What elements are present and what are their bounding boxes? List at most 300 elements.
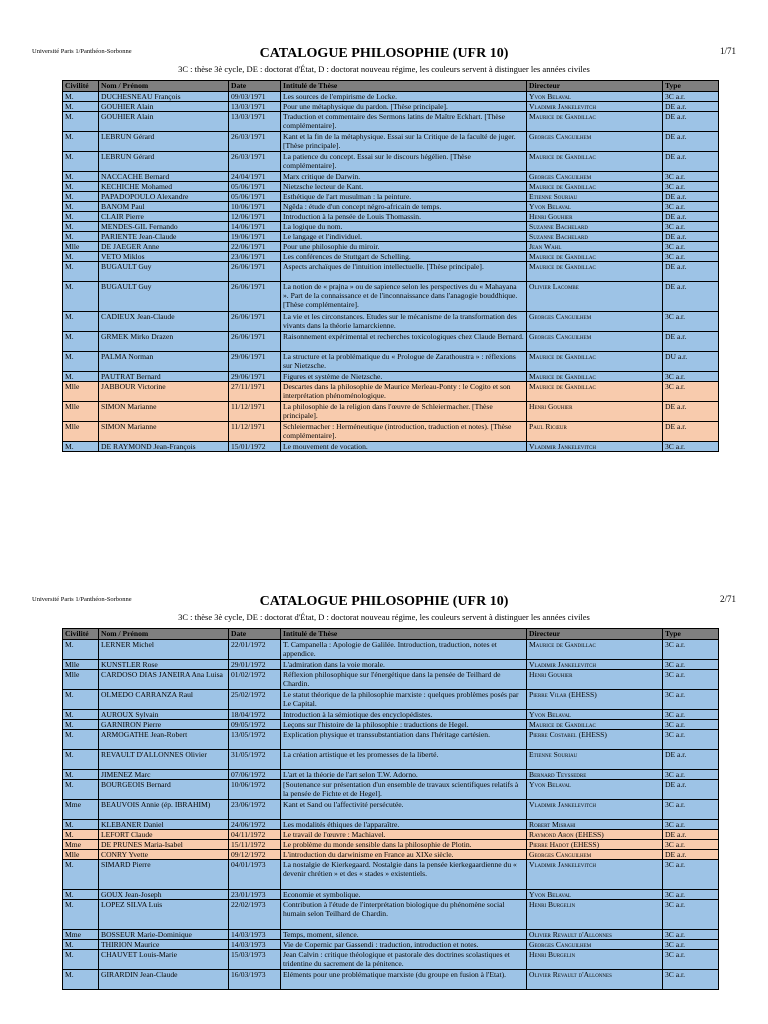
type-cell: 3C a.r.	[663, 640, 719, 660]
nom-prenom-cell: DE PRUNES Maria-Isabel	[99, 840, 229, 850]
date-cell: 24/04/1971	[229, 172, 281, 182]
nom-prenom-cell: ARMOGATHE Jean-Robert	[99, 730, 229, 750]
directeur-cell: Olivier Revault d'Allonnes	[527, 930, 663, 940]
type-cell: DE a.r.	[663, 212, 719, 222]
nom-prenom-cell: PAPADOPOULO Alexandre	[99, 192, 229, 202]
nom-prenom-cell: THIRION Maurice	[99, 940, 229, 950]
type-cell: 3C a.r.	[663, 312, 719, 332]
nom-prenom-cell: LOPEZ SILVA Luis	[99, 900, 229, 930]
type-cell: 3C a.r.	[663, 770, 719, 780]
date-cell: 15/03/1973	[229, 950, 281, 970]
table-row	[63, 402, 719, 422]
nom-prenom-cell: CLAIR Pierre	[99, 212, 229, 222]
civilite-cell: M.	[63, 820, 99, 830]
civilite-cell: M.	[63, 132, 99, 152]
date-cell: 11/12/1971	[229, 422, 281, 442]
table-row	[63, 372, 719, 382]
date-cell: 29/06/1971	[229, 372, 281, 382]
civilite-cell: M.	[63, 182, 99, 192]
table-row	[63, 640, 719, 660]
type-cell: 3C a.r.	[663, 202, 719, 212]
date-cell: 12/06/1971	[229, 212, 281, 222]
directeur-cell: Maurice de Gandillac	[527, 262, 663, 282]
table-row	[63, 900, 719, 930]
civilite-cell: M.	[63, 860, 99, 890]
date-cell: 26/06/1971	[229, 262, 281, 282]
civilite-cell: Mlle	[63, 242, 99, 252]
type-cell: 3C a.r.	[663, 820, 719, 830]
table-row	[63, 102, 719, 112]
type-cell: 3C a.r.	[663, 900, 719, 930]
directeur-cell: Georges Canguilhem	[527, 332, 663, 352]
civilite-cell: M.	[63, 212, 99, 222]
civilite-cell: M.	[63, 262, 99, 282]
type-cell: 3C a.r.	[663, 690, 719, 710]
date-cell: 16/03/1973	[229, 970, 281, 990]
intitule-cell: La patience du concept. Essai sur le discours hégélien. [Thèse complémentaire].	[281, 152, 527, 172]
nom-prenom-cell: BUGAULT Guy	[99, 282, 229, 312]
date-cell: 22/06/1971	[229, 242, 281, 252]
date-cell: 26/03/1971	[229, 132, 281, 152]
type-cell: 3C a.r.	[663, 172, 719, 182]
directeur-cell: Henri Gouhier	[527, 212, 663, 222]
nom-prenom-cell: KUNSTLER Rose	[99, 660, 229, 670]
date-cell: 01/02/1972	[229, 670, 281, 690]
civilite-cell: M.	[63, 152, 99, 172]
civilite-cell: M.	[63, 690, 99, 710]
civilite-cell: Mme	[63, 800, 99, 820]
type-cell: DE a.r.	[663, 132, 719, 152]
intitule-cell: Introduction à la sémiotique des encyclopédistes.	[281, 710, 527, 720]
directeur-cell: Maurice de Gandillac	[527, 382, 663, 402]
table-row	[63, 830, 719, 840]
date-cell: 26/06/1971	[229, 282, 281, 312]
nom-prenom-cell: GOUX Jean-Joseph	[99, 890, 229, 900]
date-cell: 14/03/1973	[229, 940, 281, 950]
intitule-cell: Aspects archaïques de l'intuition intellectuelle. [Thèse principale].	[281, 262, 527, 282]
type-cell: 3C a.r.	[663, 950, 719, 970]
intitule-cell: Les modalités éthiques de l'apparaître.	[281, 820, 527, 830]
nom-prenom-cell: OLMEDO CARRANZA Raul	[99, 690, 229, 710]
thesis-table	[62, 80, 719, 452]
directeur-cell: Etienne Souriau	[527, 192, 663, 202]
header-intitule: Intitulé de Thèse	[281, 629, 527, 640]
nom-prenom-cell: BUGAULT Guy	[99, 262, 229, 282]
table-row	[63, 770, 719, 780]
nom-prenom-cell: SIMON Marianne	[99, 402, 229, 422]
table-row	[63, 152, 719, 172]
intitule-cell: Economie et symbolique.	[281, 890, 527, 900]
civilite-cell: M.	[63, 442, 99, 452]
type-legend: 3C : thèse 3è cycle, DE : doctorat d'État, D : doctorat nouveau régime, les couleurs servent à distinguer les années civiles	[178, 64, 590, 74]
intitule-cell: Le statut théorique de la philosophie marxiste : quelques problèmes posés par Le Capital.	[281, 690, 527, 710]
intitule-cell: Raisonnement expérimental et recherches toxicologiques chez Claude Bernard.	[281, 332, 527, 352]
date-cell: 23/06/1971	[229, 252, 281, 262]
civilite-cell: Mme	[63, 930, 99, 940]
nom-prenom-cell: GOUHIER Alain	[99, 102, 229, 112]
directeur-cell: Pierre Vilar (EHESS)	[527, 690, 663, 710]
civilite-cell: M.	[63, 720, 99, 730]
table-row	[63, 930, 719, 940]
header-type: Type	[663, 81, 719, 92]
date-cell: 29/06/1971	[229, 352, 281, 372]
directeur-cell: Georges Canguilhem	[527, 312, 663, 332]
civilite-cell: M.	[63, 900, 99, 930]
civilite-cell: Mlle	[63, 850, 99, 860]
type-legend: 3C : thèse 3è cycle, DE : doctorat d'État, D : doctorat nouveau régime, les couleurs servent à distinguer les années civiles	[178, 612, 590, 622]
directeur-cell: Yvon Belaval	[527, 890, 663, 900]
header-date: Date	[229, 81, 281, 92]
nom-prenom-cell: KECHICHE Mohamed	[99, 182, 229, 192]
intitule-cell: Explication physique et transsubstantiation dans l'héritage cartésien.	[281, 730, 527, 750]
directeur-cell: Vladimir Jankelevitch	[527, 800, 663, 820]
date-cell: 18/04/1972	[229, 710, 281, 720]
type-cell: DE a.r.	[663, 850, 719, 860]
civilite-cell: M.	[63, 770, 99, 780]
type-cell: DU a.r.	[663, 352, 719, 372]
directeur-cell: Maurice de Gandillac	[527, 352, 663, 372]
directeur-cell: Maurice de Gandillac	[527, 152, 663, 172]
table-row	[63, 860, 719, 890]
type-cell: DE a.r.	[663, 332, 719, 352]
directeur-cell: Suzanne Bachelard	[527, 232, 663, 242]
table-row	[63, 232, 719, 242]
type-cell: 3C a.r.	[663, 660, 719, 670]
intitule-cell: La philosophie de la religion dans l'œuvre de Schleiermacher. [Thèse principale].	[281, 402, 527, 422]
date-cell: 22/01/1972	[229, 640, 281, 660]
nom-prenom-cell: BANOM Paul	[99, 202, 229, 212]
civilite-cell: M.	[63, 890, 99, 900]
civilite-cell: Mlle	[63, 422, 99, 442]
table-row	[63, 750, 719, 770]
nom-prenom-cell: GOUHIER Alain	[99, 112, 229, 132]
table-header-row	[63, 629, 719, 640]
header-directeur: Directeur	[527, 629, 663, 640]
catalogue-title: CATALOGUE PHILOSOPHIE (UFR 10)	[259, 46, 509, 61]
civilite-cell: Mlle	[63, 670, 99, 690]
civilite-cell: M.	[63, 750, 99, 770]
directeur-cell: Yvon Belaval	[527, 710, 663, 720]
type-cell: DE a.r.	[663, 192, 719, 202]
page-header	[0, 588, 768, 622]
type-cell: 3C a.r.	[663, 800, 719, 820]
nom-prenom-cell: NACCACHE Bernard	[99, 172, 229, 182]
nom-prenom-cell: BOURGEOIS Bernard	[99, 780, 229, 800]
type-cell: DE a.r.	[663, 780, 719, 800]
type-cell: 3C a.r.	[663, 930, 719, 940]
civilite-cell: M.	[63, 640, 99, 660]
page-header	[0, 40, 768, 74]
date-cell: 26/03/1971	[229, 152, 281, 172]
nom-prenom-cell: PALMA Norman	[99, 352, 229, 372]
directeur-cell: Yvon Belaval	[527, 780, 663, 800]
directeur-cell: Maurice de Gandillac	[527, 720, 663, 730]
nom-prenom-cell: CHAUVET Louis-Marie	[99, 950, 229, 970]
nom-prenom-cell: GARNIRON Pierre	[99, 720, 229, 730]
intitule-cell: Introduction à la pensée de Louis Thomassin.	[281, 212, 527, 222]
header-civilite: Civilité	[63, 81, 99, 92]
civilite-cell: M.	[63, 970, 99, 990]
table-row	[63, 710, 719, 720]
intitule-cell: Figures et système de Nietzsche.	[281, 372, 527, 382]
directeur-cell: Raymond Aron (EHESS)	[527, 830, 663, 840]
intitule-cell: L'admiration dans la voie morale.	[281, 660, 527, 670]
nom-prenom-cell: MENDES-GIL Fernando	[99, 222, 229, 232]
nom-prenom-cell: DE JAEGER Anne	[99, 242, 229, 252]
table-row	[63, 660, 719, 670]
catalogue-page-1	[0, 40, 768, 451]
header-date: Date	[229, 629, 281, 640]
directeur-cell: Vladimir Jankelevitch	[527, 442, 663, 452]
nom-prenom-cell: REVAULT D'ALLONNES Olivier	[99, 750, 229, 770]
header-type: Type	[663, 629, 719, 640]
nom-prenom-cell: DE RAYMOND Jean-François	[99, 442, 229, 452]
date-cell: 15/11/1972	[229, 840, 281, 850]
directeur-cell: Yvon Belaval	[527, 202, 663, 212]
intitule-cell: Contribution à l'étude de l'interprétation biologique du phénomène social humain selon Teilhard de Chardin.	[281, 900, 527, 930]
nom-prenom-cell: GRMEK Mirko Drazen	[99, 332, 229, 352]
intitule-cell: Le problème du monde sensible dans la philosophie de Plotin.	[281, 840, 527, 850]
directeur-cell: Henri Burgelin	[527, 900, 663, 930]
intitule-cell: Descartes dans la philosophie de Maurice Merleau-Ponty : le Cogito et son interprétation phénoménologique.	[281, 382, 527, 402]
type-cell: DE a.r.	[663, 402, 719, 422]
type-cell: DE a.r.	[663, 282, 719, 312]
table-row	[63, 422, 719, 442]
nom-prenom-cell: SIMON Marianne	[99, 422, 229, 442]
table-row	[63, 222, 719, 232]
catalogue-title: CATALOGUE PHILOSOPHIE (UFR 10)	[259, 594, 509, 609]
date-cell: 26/06/1971	[229, 332, 281, 352]
intitule-cell: Nietzsche lecteur de Kant.	[281, 182, 527, 192]
intitule-cell: Le mouvement de vocation.	[281, 442, 527, 452]
table-row	[63, 282, 719, 312]
directeur-cell: Henri Gouhier	[527, 670, 663, 690]
date-cell: 13/03/1971	[229, 112, 281, 132]
intitule-cell: Le travail de l'œuvre : Machiavel.	[281, 830, 527, 840]
directeur-cell: Georges Canguilhem	[527, 940, 663, 950]
civilite-cell: M.	[63, 950, 99, 970]
civilite-cell: M.	[63, 312, 99, 332]
date-cell: 05/06/1971	[229, 182, 281, 192]
type-cell: DE a.r.	[663, 152, 719, 172]
header-directeur: Directeur	[527, 81, 663, 92]
date-cell: 22/02/1973	[229, 900, 281, 930]
table-row	[63, 890, 719, 900]
table-row	[63, 332, 719, 352]
table-row	[63, 442, 719, 452]
intitule-cell: Marx critique de Darwin.	[281, 172, 527, 182]
civilite-cell: M.	[63, 282, 99, 312]
table-row	[63, 800, 719, 820]
table-row	[63, 670, 719, 690]
table-row	[63, 172, 719, 182]
table-row	[63, 92, 719, 102]
intitule-cell: Kant et Sand ou l'affectivité persécutée.	[281, 800, 527, 820]
date-cell: 23/06/1972	[229, 800, 281, 820]
intitule-cell: Eléments pour une problématique marxiste (du groupe en fusion à l'Etat).	[281, 970, 527, 990]
nom-prenom-cell: CADIEUX Jean-Claude	[99, 312, 229, 332]
table-row	[63, 690, 719, 710]
directeur-cell: Vladimir Jankelevitch	[527, 660, 663, 670]
table-row	[63, 970, 719, 990]
date-cell: 11/12/1971	[229, 402, 281, 422]
date-cell: 31/05/1972	[229, 750, 281, 770]
directeur-cell: Pierre Costabel (EHESS)	[527, 730, 663, 750]
civilite-cell: M.	[63, 710, 99, 720]
directeur-cell: Robert Misrahi	[527, 820, 663, 830]
type-cell: 3C a.r.	[663, 840, 719, 850]
intitule-cell: Schleiermacher : Herméneutique (introduction, traduction et notes). [Thèse complémentaire].	[281, 422, 527, 442]
date-cell: 10/06/1971	[229, 202, 281, 212]
nom-prenom-cell: LERNER Michel	[99, 640, 229, 660]
date-cell: 05/06/1971	[229, 192, 281, 202]
table-row	[63, 112, 719, 132]
civilite-cell: M.	[63, 780, 99, 800]
type-cell: 3C a.r.	[663, 890, 719, 900]
nom-prenom-cell: JABBOUR Victorine	[99, 382, 229, 402]
intitule-cell: Jean Calvin : critique théologique et pastorale des doctrines scolastiques et tridentine du sacrement de la pénitence.	[281, 950, 527, 970]
nom-prenom-cell: AUROUX Sylvain	[99, 710, 229, 720]
civilite-cell: M.	[63, 372, 99, 382]
civilite-cell: M.	[63, 172, 99, 182]
intitule-cell: Pour une philosophie du miroir.	[281, 242, 527, 252]
header-civilite: Civilité	[63, 629, 99, 640]
intitule-cell: La nostalgie de Kierkegaard. Nostalgie dans la pensée kierkegaardienne du « devenir chrétien » et des « stades » existentiels.	[281, 860, 527, 890]
civilite-cell: Mlle	[63, 660, 99, 670]
civilite-cell: M.	[63, 252, 99, 262]
date-cell: 07/06/1972	[229, 770, 281, 780]
table-row	[63, 212, 719, 222]
type-cell: DE a.r.	[663, 830, 719, 840]
type-cell: 3C a.r.	[663, 940, 719, 950]
type-cell: DE a.r.	[663, 102, 719, 112]
date-cell: 14/06/1971	[229, 222, 281, 232]
nom-prenom-cell: CARDOSO DIAS JANEIRA Ana Luisa	[99, 670, 229, 690]
type-cell: 3C a.r.	[663, 730, 719, 750]
type-cell: 3C a.r.	[663, 372, 719, 382]
directeur-cell: Henri Gouhier	[527, 402, 663, 422]
intitule-cell: La vie et les circonstances. Etudes sur le mécanisme de la transformation des vivants dans la théorie lamarckienne.	[281, 312, 527, 332]
directeur-cell: Jean Wahl	[527, 242, 663, 252]
nom-prenom-cell: DUCHESNEAU François	[99, 92, 229, 102]
table-row	[63, 202, 719, 212]
civilite-cell: M.	[63, 940, 99, 950]
table-row	[63, 242, 719, 252]
thesis-table	[62, 628, 719, 990]
type-cell: 3C a.r.	[663, 382, 719, 402]
directeur-cell: Vladimir Jankelevitch	[527, 102, 663, 112]
civilite-cell: Mme	[63, 840, 99, 850]
table-row	[63, 940, 719, 950]
civilite-cell: M.	[63, 232, 99, 242]
date-cell: 19/06/1971	[229, 232, 281, 242]
intitule-cell: Les sources de l'empirisme de Locke.	[281, 92, 527, 102]
type-cell: 3C a.r.	[663, 710, 719, 720]
type-cell: DE a.r.	[663, 232, 719, 242]
directeur-cell: Georges Canguilhem	[527, 172, 663, 182]
intitule-cell: La notion de « prajna » ou de sapience selon les perspectives du « Mahayana ». Part de la connaissance et de l'inconnaissance dans l'anagogie bouddhique. [Thèse complémentaire].	[281, 282, 527, 312]
nom-prenom-cell: KLEBANER Daniel	[99, 820, 229, 830]
civilite-cell: M.	[63, 222, 99, 232]
page-number: 1/71	[719, 46, 736, 56]
nom-prenom-cell: BOSSEUR Marie-Dominique	[99, 930, 229, 940]
date-cell: 13/05/1972	[229, 730, 281, 750]
table-row	[63, 382, 719, 402]
civilite-cell: M.	[63, 352, 99, 372]
header-nom-prenom: Nom / Prénom	[99, 81, 229, 92]
date-cell: 26/06/1971	[229, 312, 281, 332]
nom-prenom-cell: SIMARD Pierre	[99, 860, 229, 890]
civilite-cell: M.	[63, 192, 99, 202]
type-cell: DE a.r.	[663, 422, 719, 442]
university-name: Université Paris 1/Panthéon-Sorbonne	[32, 596, 132, 603]
table-body	[63, 92, 719, 452]
directeur-cell: Vladimir Jankelevitch	[527, 860, 663, 890]
table-row	[63, 820, 719, 830]
catalogue-page-2	[0, 588, 768, 979]
intitule-cell: La logique du nom.	[281, 222, 527, 232]
directeur-cell: Maurice de Gandillac	[527, 372, 663, 382]
nom-prenom-cell: LEBRUN Gérard	[99, 152, 229, 172]
directeur-cell: Pierre Hadot (EHESS)	[527, 840, 663, 850]
university-name: Université Paris 1/Panthéon-Sorbonne	[32, 48, 132, 55]
date-cell: 04/01/1973	[229, 860, 281, 890]
table-row	[63, 252, 719, 262]
date-cell: 13/03/1971	[229, 102, 281, 112]
date-cell: 10/06/1972	[229, 780, 281, 800]
directeur-cell: Henri Burgelin	[527, 950, 663, 970]
date-cell: 15/01/1972	[229, 442, 281, 452]
intitule-cell: La création artistique et les promesses de la liberté.	[281, 750, 527, 770]
directeur-cell: Suzanne Bachelard	[527, 222, 663, 232]
intitule-cell: Traduction et commentaire des Sermons latins de Maître Eckhart. [Thèse complémentaire].	[281, 112, 527, 132]
civilite-cell: M.	[63, 202, 99, 212]
civilite-cell: M.	[63, 92, 99, 102]
intitule-cell: Vie de Copernic par Gassendi : traduction, introduction et notes.	[281, 940, 527, 950]
directeur-cell: Bernard Teyssedre	[527, 770, 663, 780]
nom-prenom-cell: GIRARDIN Jean-Claude	[99, 970, 229, 990]
date-cell: 09/12/1972	[229, 850, 281, 860]
intitule-cell: Leçons sur l'histoire de la philosophie : traductions de Hegel.	[281, 720, 527, 730]
civilite-cell: M.	[63, 830, 99, 840]
civilite-cell: M.	[63, 730, 99, 750]
intitule-cell: T. Campanella : Apologie de Galilée. Introduction, traduction, notes et appendice.	[281, 640, 527, 660]
date-cell: 04/11/1972	[229, 830, 281, 840]
table-row	[63, 840, 719, 850]
date-cell: 25/02/1972	[229, 690, 281, 710]
intitule-cell: Réflexion philosophique sur l'énergétique dans la pensée de Teilhard de Chardin.	[281, 670, 527, 690]
table-row	[63, 780, 719, 800]
date-cell: 27/11/1971	[229, 382, 281, 402]
table-row	[63, 182, 719, 192]
directeur-cell: Olivier Lacombe	[527, 282, 663, 312]
type-cell: 3C a.r.	[663, 670, 719, 690]
intitule-cell: La structure et la problématique du « Prologue de Zarathoustra » : réflexions sur Nietzsche.	[281, 352, 527, 372]
type-cell: 3C a.r.	[663, 970, 719, 990]
table-row	[63, 950, 719, 970]
directeur-cell: Paul Ricœur	[527, 422, 663, 442]
intitule-cell: Le langage et l'individuel.	[281, 232, 527, 242]
civilite-cell: M.	[63, 102, 99, 112]
directeur-cell: Etienne Souriau	[527, 750, 663, 770]
intitule-cell: Esthétique de l'art musulman : la peinture.	[281, 192, 527, 202]
date-cell: 14/03/1973	[229, 930, 281, 940]
table-row	[63, 312, 719, 332]
nom-prenom-cell: VETO Miklos	[99, 252, 229, 262]
directeur-cell: Maurice de Gandillac	[527, 112, 663, 132]
civilite-cell: Mlle	[63, 402, 99, 422]
page-number: 2/71	[719, 594, 736, 604]
